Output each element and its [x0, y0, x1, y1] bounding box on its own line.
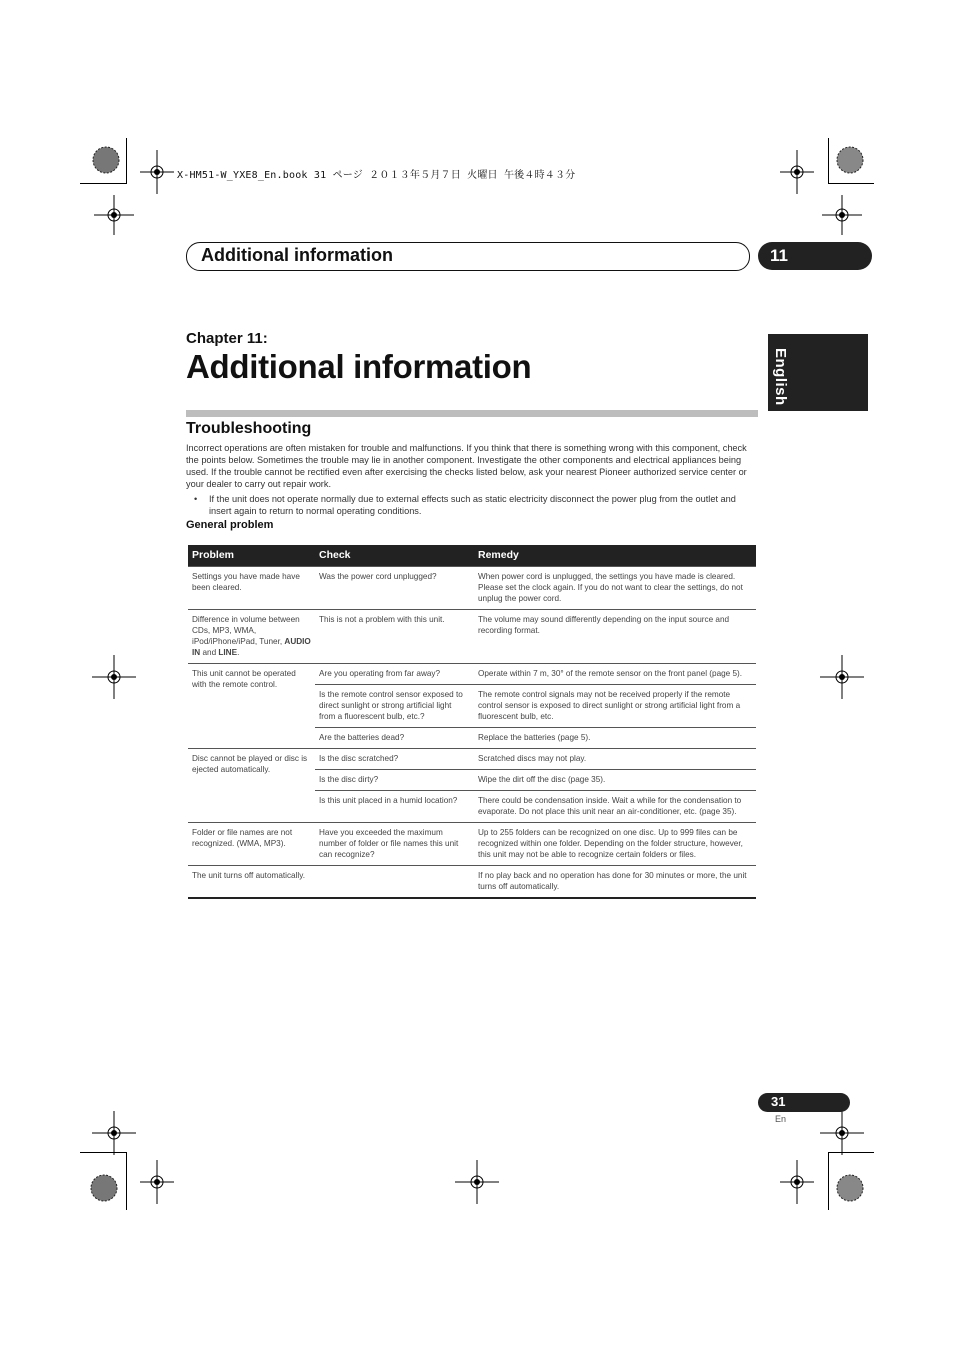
running-header-title: Additional information [201, 245, 393, 265]
bullet-text: If the unit does not operate normally due to external effects such as static electricity disconnect the power plug from the outlet and insert again to return to normal operating conditions. [209, 494, 736, 516]
remedy-cell: Up to 255 folders can be recognized on one disc. Up to 999 files can be recognized within one folder. Depending on the folder structure, however, this unit may not be able to recognize certain folders or files. [474, 823, 756, 866]
crosshair-icon [780, 150, 814, 194]
chapter-label: Chapter 11: [186, 330, 268, 347]
remedy-cell: Scratched discs may not play. [474, 749, 756, 770]
check-cell: Is the remote control sensor exposed to direct sunlight or strong artificial light from a fluorescent bulb, etc.? [315, 685, 474, 728]
problem-bold-text: LINE [218, 648, 238, 657]
crosshair-icon [780, 1160, 814, 1204]
table-row [188, 567, 756, 610]
crosshair-icon [92, 1111, 136, 1155]
problem-cell: The unit turns off automatically. [188, 866, 315, 899]
crosshair-icon [140, 150, 174, 194]
crosshair-icon [820, 655, 864, 699]
remedy-cell: When power cord is unplugged, the settings you have made is cleared. Please set the clock again. If you do not want to clear the settings, do not unplug the power cord. [474, 567, 756, 610]
language-tab-label: English [772, 348, 789, 406]
registration-target-icon [830, 140, 870, 180]
check-cell: Is the disc scratched? [315, 749, 474, 770]
problem-bold-text: AUDIO IN [192, 637, 311, 657]
problem-text: . [237, 648, 240, 657]
problem-text: and [200, 648, 219, 657]
header-check: Check [315, 545, 474, 567]
check-cell: Have you exceeded the maximum number of folder or file names this unit can recognize? [315, 823, 474, 866]
check-cell: Are the batteries dead? [315, 728, 474, 749]
table-header-row [188, 545, 756, 567]
registration-target-icon [830, 1168, 870, 1208]
troubleshooting-table [188, 545, 756, 899]
crosshair-icon [822, 195, 862, 235]
crosshair-icon [94, 195, 134, 235]
remedy-cell: The volume may sound differently depending on the input source and recording format. [474, 610, 756, 664]
remedy-cell: Replace the batteries (page 5). [474, 728, 756, 749]
crosshair-icon [140, 1160, 174, 1204]
section-title: Troubleshooting [186, 420, 312, 437]
problem-cell: This unit cannot be operated with the remote control. [188, 664, 315, 749]
problem-cell: Disc cannot be played or disc is ejected automatically. [188, 749, 315, 823]
problem-cell [188, 610, 315, 664]
check-cell [315, 866, 474, 899]
subheading: General problem [186, 519, 274, 531]
remedy-cell: Wipe the dirt off the disc (page 35). [474, 770, 756, 791]
header-remedy: Remedy [474, 545, 756, 567]
page-language-code: En [775, 1114, 787, 1124]
table-row [188, 610, 756, 664]
check-cell: This is not a problem with this unit. [315, 610, 474, 664]
remedy-cell: There could be condensation inside. Wait a while for the condensation to evaporate. Do not place this unit near an air-conditioner, etc. (page 35). [474, 791, 756, 823]
registration-target-icon [84, 1168, 124, 1208]
check-cell: Are you operating from far away? [315, 664, 474, 685]
chapter-title: Additional information [186, 348, 532, 385]
check-cell: Is this unit placed in a humid location? [315, 791, 474, 823]
chapter-number: 11 [770, 246, 788, 265]
registration-target-icon [86, 140, 126, 180]
check-cell: Was the power cord unplugged? [315, 567, 474, 610]
problem-text: Difference in volume between CDs, MP3, WMA, iPod/iPhone/iPad, Tuner, [192, 615, 300, 646]
intro-paragraph: Incorrect operations are often mistaken for trouble and malfunctions. If you think that there is something wrong with this component, check the points below. Sometimes the trouble may lie in another component. Investigate the other components and electrical appliances being used. If the trouble cannot be rectified even after exercising the checks listed below, ask your nearest Pioneer authorized service center or your dealer to carry out repair work. [186, 443, 747, 489]
crosshair-icon [455, 1160, 499, 1204]
remedy-cell: If no play back and no operation has done for 30 minutes or more, the unit turns off automatically. [474, 866, 756, 899]
page-number: 31 [771, 1094, 786, 1109]
bullet-icon: • [194, 494, 198, 504]
section-divider [186, 410, 758, 417]
remedy-cell: Operate within 7 m, 30° of the remote sensor on the front panel (page 5). [474, 664, 756, 685]
table-row [188, 866, 756, 899]
problem-cell: Settings you have made have been cleared. [188, 567, 315, 610]
problem-cell: Folder or file names are not recognized. (WMA, MP3). [188, 823, 315, 866]
crosshair-icon [820, 1111, 864, 1155]
table-row [188, 664, 756, 685]
table-row [188, 823, 756, 866]
header-problem: Problem [188, 545, 315, 567]
check-cell: Is the disc dirty? [315, 770, 474, 791]
crosshair-icon [92, 655, 136, 699]
table-row [188, 749, 756, 770]
print-file-line: X-HM51-W_YXE8_En.book 31 ページ ２０１３年５月７日 火曜日 午後４時４３分 [177, 170, 576, 181]
remedy-cell: The remote control signals may not be received properly if the remote control sensor is exposed to direct sunlight or strong artificial light from a fluorescent bulb, etc. [474, 685, 756, 728]
